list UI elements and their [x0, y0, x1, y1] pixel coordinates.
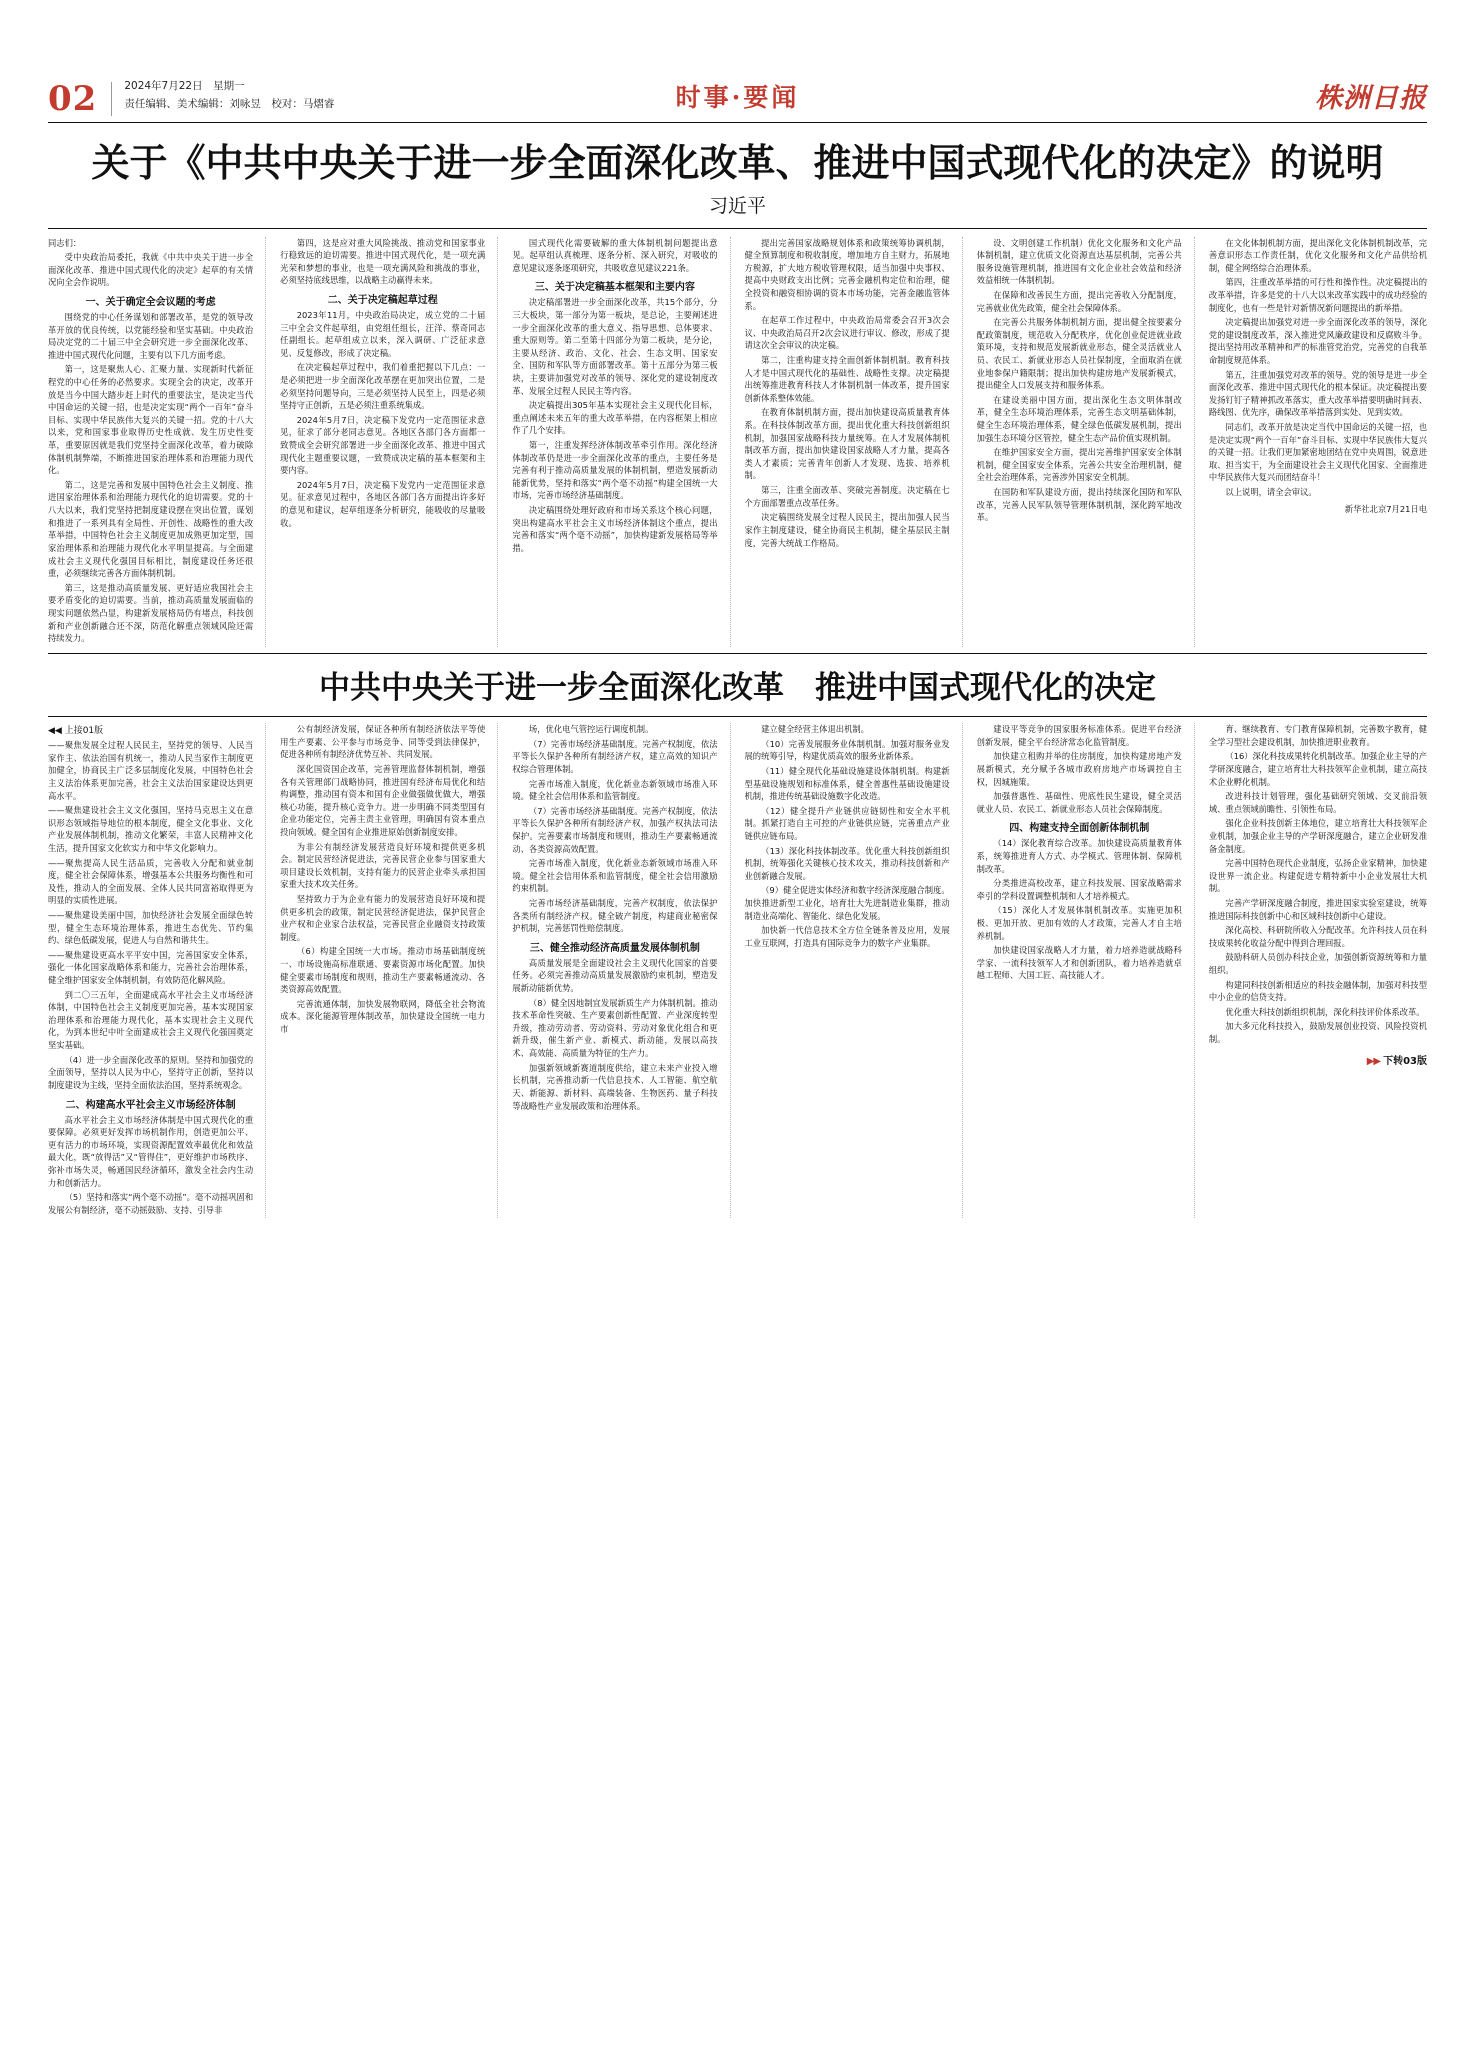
jump-to-link[interactable] — [1209, 1052, 1427, 1067]
paragraph: 在文化体制机制方面，提出深化文化体制机制改革，完善意识形态工作责任制，优化文化服务和文化产品供给机制，健全网络综合治理体系。 — [1208, 237, 1427, 273]
paragraph: 改进科技计划管理，强化基础研究领域、交叉前沿领域、重点领域前瞻性、引领性布局。 — [1208, 791, 1427, 814]
paragraph: （10）完善发展服务业体制机制。加强对服务业发展的统筹引导，构建优质高效的服务业新体系。 — [744, 738, 950, 762]
paragraph: 2024年5月7日，决定稿下发党内一定范围征求意见，征求了部分老同志意见。各地区各部门各方面都一致赞成全会研究部署进一步全面深化改革、推进中国式现代化主题重要议题，一致赞成决定稿的基本框架和主要内容。 — [280, 414, 486, 476]
paragraph: 深化国资国企改革，完善管理监督体制机制，增强各有关管理部门战略协同，推进国有经济布局优化和结构调整，推动国有资本和国有企业做强做优做大，增强核心功能，提升核心竞争力。进一步明确不同类型国有企业功能定位，完善主责主业管理，明确国有资本重点投向领域。健全国有企业推进原始创新制度安排。 — [280, 763, 486, 837]
continued-from-text: ◀◀ 上接01版 — [48, 726, 104, 737]
paragraph: （5）坚持和落实“两个毫不动摇”。毫不动摇巩固和发展公有制经济，毫不动摇鼓励、支持、引导非 — [48, 1192, 254, 1215]
masthead-meta — [124, 78, 334, 116]
paragraph: 在建设美丽中国方面，提出深化生态文明体制改革，健全生态环境治理体系，完善生态文明基础体制，健全生态环境治理体系，健全绿色低碳发展机制，提出加强生态环境分区管控，健全生态产品价值实现机制。 — [976, 394, 1182, 443]
paragraph: 深化高校、科研院所收入分配改革。允许科技人员在科技成果转化收益分配中得到合理回报。 — [1208, 925, 1427, 948]
paragraph: （6）构建全国统一大市场。推动市场基础制度统一、市场设施高标准联通、要素资源市场化配置。加快健全要素市场制度和规则，推动生产要素畅通流动、各类资源高效配置。 — [280, 946, 486, 995]
page-number: 02 — [48, 82, 112, 116]
paragraph: 加强新领域新赛道制度供给，建立未来产业投入增长机制，完善推动新一代信息技术、人工智能、航空航天、新能源、新材料、高端装备、生物医药、量子科技等战略性产业发展政策和治理体系。 — [512, 1062, 718, 1111]
paragraph: 到二〇三五年，全面建成高水平社会主义市场经济体制，中国特色社会主义制度更加完善，基本实现国家治理体系和治理能力现代化，基本实现社会主义现代化，为到本世纪中叶全面建成社会主义现代化强国奠定坚实基础。 — [48, 989, 254, 1051]
article2-column-3 — [512, 723, 730, 1218]
paragraph: 完善产学研深度融合制度，推进国家实验室建设，统筹推进国际科技创新中心和区域科技创新中心建设。 — [1208, 898, 1427, 921]
paragraph: 在完善公共服务体制机制方面，提出健全按要素分配政策制度，规范收入分配秩序，优化创业促进就业政策环境，支持和规范发展新就业形态，健全灵活就业人员、农民工、新就业形态人员社保制度，全面取消在就业地参保户籍限制；提出加快构建房地产发展新模式，提出健全人口发展支持和服务体系。 — [976, 317, 1182, 391]
paragraph: 鼓励科研人员创办科技企业，加强创新资源统筹和力量组织。 — [1208, 952, 1427, 976]
paragraph: （9）健全促进实体经济和数字经济深度融合制度。加快推进新型工业化，培育壮大先进制造业集群，推动制造业高端化、智能化、绿色化发展。 — [744, 885, 950, 921]
paragraph: 第三，这是推动高质量发展、更好适应我国社会主要矛盾变化的迫切需要。当前，推动高质量发展面临的现实问题依然凸显，构建新发展格局仍有堵点，科技创新和产业创新融合还不深，防范化解重点领域风险还需持续发力。 — [48, 582, 254, 644]
paragraph: 决定稿部署进一步全面深化改革，共15个部分，分三大板块，第一部分为第一板块，是总论，主要阐述进一步全面深化改革的重大意义、指导思想、总体要求、重大原则等。第二至第十四部分为第二板块，是分论，主要从经济、政治、文化、社会、生态文明、国家安全、国防和军队等方面部署改革。第十五部分为第三板块，主要讲加强党对改革的领导、深化党的建设制度改革、发展全过程人民民主等内容。 — [512, 297, 718, 396]
paragraph: ——聚焦提高人民生活品质，完善收入分配和就业制度，健全社会保障体系，增强基本公共服务均衡性和可及性，推动人的全面发展、全体人民共同富裕取得更为明显的实质性进展。 — [48, 857, 254, 906]
paragraph: （16）深化科技成果转化机制改革。加强企业主导的产学研深度融合，建立培育壮大科技领军企业机制，建立高技术企业孵化机制。 — [1208, 751, 1427, 787]
paper-name: 株洲日报 — [1315, 83, 1427, 114]
paragraph: ——聚焦建设更高水平平安中国，完善国家安全体系，强化一体化国家战略体系和能力，完善社会治理体系，健全维护国家安全体制机制，有效防范化解风险。 — [48, 949, 254, 986]
article2-headline: 中共中央关于进一步全面深化改革 推进中国式现代化的决定 — [319, 669, 1156, 706]
article2-column-2 — [280, 723, 498, 1218]
paragraph: 完善市场准入制度，优化新业态新领域市场准入环境。健全社会信用体系和监管制度，健全社会信用激励约束机制。 — [512, 858, 718, 894]
paragraph: 完善流通体制，加快发展物联网，降低全社会物流成本。深化能源管理体制改革，加快建设全国统一电力市 — [280, 998, 486, 1035]
article1-column-6 — [1209, 237, 1427, 647]
paragraph: 同志们，改革开放是决定当代中国命运的关键一招，也是决定实现“两个一百年”奋斗目标、实现中华民族伟大复兴的关键一招。让我们更加紧密地团结在党中央周围，锐意进取、担当实干，为全面建设社会主义现代化国家、全面推进中华民族伟大复兴而团结奋斗！ — [1208, 422, 1427, 483]
article1-column-2 — [280, 237, 498, 647]
paragraph: （7）完善市场经济基础制度。完善产权制度，依法平等长久保护各种所有制经济产权，加强产权执法司法保护。完善要素市场制度和规则，推动生产要素畅通流动、各类资源高效配置。 — [512, 805, 718, 854]
paragraph: 决定稿围绕处理好政府和市场关系这个核心问题，突出构建高水平社会主义市场经济体制这个重点，提出完善和落实“两个毫不动摇”，加快构建新发展格局等举措。 — [512, 505, 718, 553]
paragraph: 建设平等竞争的国家服务标准体系。促进平台经济创新发展，健全平台经济常态化监管制度。 — [976, 724, 1182, 747]
paragraph: 坚持致力于为企业有能力的发展营造良好环境和提供更多机会的政策，制定民营经济促进法，保护民营企业产权和企业家合法权益，完善民营企业融资支持政策制度。 — [280, 894, 486, 942]
jump-to-text: 下转03版 — [1383, 1055, 1427, 1067]
article1-column-1 — [48, 237, 266, 647]
paragraph: （14）深化教育综合改革。加快建设高质量教育体系，统筹推进育人方式、办学模式、管理体制、保障机制改革。 — [976, 838, 1182, 874]
article1-section-heading: 二、关于决定稿起草过程 — [327, 294, 438, 306]
paragraph: 围绕党的中心任务谋划和部署改革，是党的领导改革开放的优良传统，以党能经验和坚实基础。中央政治局决定党的二十届三中全会研究进一步全面深化改革、推进中国式现代化问题，主要有以下几方面考虑。 — [48, 311, 254, 360]
paragraph: 加快新一代信息技术全方位全链条普及应用，发展工业互联网，打造具有国际竞争力的数字产业集群。 — [744, 925, 950, 948]
paragraph: 为非公有制经济发展营造良好环境和提供更多机会。制定民营经济促进法，完善民营企业参与国家重大项目建设长效机制，支持有能力的民营企业牵头承担国家重大技术攻关任务。 — [280, 841, 486, 890]
paragraph: （12）健全提升产业链供应链韧性和安全水平机制。抓紧打造自主可控的产业链供应链，完善重点产业链供应链布局。 — [744, 805, 950, 841]
paragraph: ——聚焦建设美丽中国，加快经济社会发展全面绿色转型，健全生态环境治理体系，推进生态优先、节约集约、绿色低碳发展，促进人与自然和谐共生。 — [48, 910, 254, 946]
paragraph: （13）深化科技体制改革。优化重大科技创新组织机制，统筹强化关键核心技术攻关，推动科技创新和产业创新融合发展。 — [744, 845, 950, 881]
paragraph: 完善市场经济基础制度，完善产权制度，依法保护各类所有制经济产权。健全破产制度，构建商业秘密保护机制，完善惩罚性赔偿制度。 — [512, 898, 718, 934]
publication-date: 2024年7月22日 星期一 — [124, 80, 245, 93]
paragraph: 国式现代化需要破解的重大体制机制问题提出意见。起草组认真梳理、逐条分析、深入研究，对吸收的意见建议逐条逐项研究，共吸收意见建议221条。 — [512, 237, 718, 273]
paragraph: （15）深化人才发展体制机制改革。实施更加积极、更加开放、更加有效的人才政策，完善人才自主培养机制。 — [976, 905, 1182, 941]
masthead-rule — [48, 122, 1427, 123]
article1-column-3 — [512, 237, 730, 647]
paragraph: 2023年11月，中央政治局决定，成立党的二十届三中全会文件起草组，由党组任组长，汪洋、蔡奇同志任副组长。起草组成立以来，深入调研、广泛征求意见、反复修改，形成了决定稿。 — [280, 309, 486, 358]
paragraph: 决定稿围绕发展全过程人民民主，提出加强人民当家作主制度建设，健全协商民主机制，健全基层民主制度，完善大统战工作格局。 — [744, 512, 950, 548]
article1-section-heading: 三、关于决定稿基本框架和主要内容 — [534, 282, 695, 294]
paragraph: 加大多元化科技投入，鼓励发展创业投资、风险投资机制。 — [1208, 1021, 1427, 1045]
paragraph: 第四，这是应对重大风险挑战、推动党和国家事业行稳致远的迫切需要。推进中国式现代化，是一项充满光荣和梦想的事业，也是一项充满风险和挑战的事业，必须坚持底线思维，以战略主动赢得未来。 — [280, 237, 486, 286]
paragraph: 在教育体制机制方面，提出加快建设高质量教育体系。在科技体制改革方面，提出优化重大科技创新组织机制，加强国家战略科技力量统筹。在人才发展体制机制改革方面，提出加快建设国家战略人才力量，提高各类人才素质；完善青年创新人才发现、选拔、培养机制。 — [744, 407, 950, 481]
article2-section-heading: 三、健全推动经济高质量发展体制机制 — [529, 942, 700, 954]
paragraph: 决定稿提出加强党对进一步全面深化改革的领导，深化党的建设制度改革，深入推进党风廉政建设和反腐败斗争。提出坚持用改革精神和严的标准管党治党，完善党的自我革命制度规范体系。 — [1208, 317, 1427, 365]
paragraph: 第二，注重构建支持全面创新体制机制。教育科技人才是中国式现代化的基础性、战略性支撑。决定稿提出统筹推进教育科技人才体制机制一体改革，提升国家创新体系整体效能。 — [744, 354, 950, 403]
paragraph: 在决定稿起草过程中，我们着重把握以下几点：一是必须把进一步全面深化改革摆在更加突出位置，二是必须坚持问题导向，三是必须坚持人民至上，四是必须坚持守正创新，五是必须注重系统集成。 — [280, 362, 486, 411]
article2-column-4 — [745, 723, 963, 1218]
paragraph: 第二，这是完善和发展中国特色社会主义制度、推进国家治理体系和治理能力现代化的迫切需要。党的十八大以来，我们党坚持把制度建设摆在突出位置，谋划和推进了一系列具有全局性、开创性、战略性的重大改革举措，中国特色社会主义制度更加成熟更加定型，国家治理体系和治理能力现代化水平明显提高。与全面建成社会主义现代化强国目标相比，制度建设任务还很重，必须继续完善各方面体制机制。 — [48, 479, 254, 579]
paragraph: 第四，注重改革举措的可行性和操作性。决定稿提出的改革举措，许多是党的十八大以来改革实践中的成功经验的制度化，也有一些是针对新情况新问题提出的新举措。 — [1208, 277, 1427, 313]
paragraph: 设、文明创建工作机制）优化文化服务和文化产品体制机制，建立优质文化资源直达基层机制，完善公共服务设施管理机制，推进国有文化企业社会效益和经济效益相统一体制机制。 — [976, 237, 1182, 286]
paragraph: 高水平社会主义市场经济体制是中国式现代化的重要保障。必须更好发挥市场机制作用，创造更加公平、更有活力的市场环境，实现资源配置效率最优化和效益最大化，既“放得活”又“管得住”，更好维护市场秩序、弥补市场失灵，畅通国民经济循环，激发全社会内生动力和创新活力。 — [48, 1114, 254, 1188]
paragraph: 完善市场准入制度，优化新业态新领域市场准入环境。健全社会信用体系和监管制度。 — [512, 778, 718, 802]
paragraph: 加快建立租购并举的住房制度，加快构建房地产发展新模式，充分赋予各城市政府房地产市场调控自主权，因城施策。 — [976, 751, 1182, 787]
paragraph: 场，优化电气管控运行调度机制。 — [528, 724, 654, 735]
article1-column-4 — [745, 237, 963, 647]
paragraph: 构建同科技创新相适应的科技金融体制，加强对科技型中小企业的信贷支持。 — [1208, 979, 1427, 1003]
article2-section-heading: 二、构建高水平社会主义市场经济体制 — [65, 1099, 236, 1111]
masthead — [48, 60, 1427, 119]
paragraph: 同志们： — [48, 237, 82, 248]
paragraph: 高质量发展是全面建设社会主义现代化国家的首要任务。必须完善推动高质量发展激励约束机制，塑造发展新动能新优势。 — [512, 957, 718, 994]
paragraph: 公有制经济发展，保证各种所有制经济依法平等使用生产要素、公平参与市场竞争、同等受到法律保护，促进各种所有制经济优势互补、共同发展。 — [280, 724, 486, 760]
paragraph: 第一，这是聚焦人心、汇聚力量、实现新时代新征程党的中心任务的必然要求。实现全会的决定，改革开放是当今中国大踏步赶上时代的重要法宝，是决定当代中国命运的关键一招，也是决定实现“两个一百年”奋斗目标、实现中华民族伟大复兴的关键一招。党的十八大以来，党和国家事业取得历史性成就、发生历史性变革，重要原因就是我们党坚持全面深化改革，着力破除体制机制弊端，不断推进国家治理体系和治理能力现代化。 — [48, 364, 254, 476]
article1-byline: 习近平 — [708, 194, 766, 217]
section-title-text: 时事·要闻 — [675, 83, 800, 112]
article1-body — [48, 228, 1427, 654]
paragraph: 加快建设国家战略人才力量，着力培养造就战略科学家、一流科技领军人才和创新团队，着力培养造就卓越工程师、大国工匠、高技能人才。 — [976, 945, 1182, 981]
paragraph: 2024年5月7日，决定稿下发党内一定范围征求意见。征求意见过程中，各地区各部门各方面提出许多好的意见和建议，起草组逐条分析研究，能吸收的尽量吸收。 — [280, 479, 486, 528]
editor-credits: 责任编辑、美术编辑：刘咏昱 校对：马熠睿 — [124, 98, 335, 111]
paragraph: 完善中国特色现代企业制度，弘扬企业家精神，加快建设世界一流企业。构建促进专精特新中小企业发展壮大机制。 — [1208, 858, 1427, 894]
paragraph: 第三，注重全面改革、突破完善制度。决定稿在七个方面部署重点改革任务。 — [744, 485, 950, 508]
article1-section-heading: 一、关于确定全会议题的考虑 — [85, 296, 216, 308]
paragraph: ——聚焦发展全过程人民民主，坚持党的领导、人民当家作主、依法治国有机统一，推动人民当家作主制度更加健全，协商民主广泛多层制度化发展，中国特色社会主义法治体系更加完善，社会主义法治国家建设达到更高水平。 — [48, 740, 254, 801]
paragraph: 育、继续教育、专门教育保障机制，完善数字教育，健全学习型社会建设机制，加快推进职业教育。 — [1208, 724, 1427, 747]
paragraph: 优化重大科技创新组织机制，深化科技评价体系改革。 — [1225, 1006, 1425, 1017]
paragraph: 第一，注重发挥经济体制改革牵引作用。深化经济体制改革仍是进一步全面深化改革的重点，主要任务是完善有利于推动高质量发展的体制机制，塑造发展新动能新优势，坚持和落实“两个毫不动摇”构建全国统一大市场，完善市场经济基础制度。 — [512, 440, 718, 501]
article1-column-5 — [977, 237, 1195, 647]
paragraph: （11）健全现代化基础设施建设体制机制。构建新型基础设施规划和标准体系，健全普惠性基础设施建设机制，推进传统基础设施数字化改造。 — [744, 765, 950, 802]
paragraph: 分类推进高校改革，建立科技发展、国家战略需求牵引的学科设置调整机制和人才培养模式。 — [976, 878, 1182, 901]
paragraph: 第五，注重加强党对改革的领导。党的领导是进一步全面深化改革、推进中国式现代化的根本保证。决定稿提出要发扬钉钉子精神抓改革落实，重大改革举措要明确时间表、路线图、优先序，确保改革举措落到实处、见到实效。 — [1208, 369, 1427, 418]
article2-column-5 — [977, 723, 1195, 1218]
article2-body — [48, 716, 1427, 1218]
article1-dateline: 新华社北京7月21日电 — [1344, 503, 1427, 514]
paragraph: 在保障和改善民生方面，提出完善收入分配制度，完善就业优先政策，健全社会保障体系。 — [976, 289, 1182, 313]
jump-arrow-icon: ▶▶ — [1366, 1055, 1381, 1067]
continued-from-label[interactable] — [48, 723, 253, 736]
paragraph: 提出完善国家战略规划体系和政策统筹协调机制，健全预算制度和税收制度，增加地方自主财力，拓展地方税源，扩大地方税收管理权限，适当加强中央事权、提高中央财政支出比例；完善金融机构定位和治理，健全投资和融资相协调的资本市场功能，完善金融监管体系。 — [744, 237, 950, 311]
paragraph: 在起草工作过程中，中央政治局常委会召开3次会议、中央政治局召开2次会议进行审议、修改，形成了提请这次全会审议的决定稿。 — [744, 315, 950, 351]
paragraph: （8）健全因地制宜发展新质生产力体制机制。推动技术革命性突破、生产要素创新性配置、产业深度转型升级，推动劳动者、劳动资料、劳动对象优化组合和更新升级，催生新产业、新模式、新动能，发展以高技术、高效能、高质量为特征的生产力。 — [512, 997, 718, 1059]
article1-headline: 关于《中共中央关于进一步全面深化改革、推进中国式现代化的决定》的说明 — [91, 140, 1384, 185]
paragraph: （4）进一步全面深化改革的原则。坚持和加强党的全面领导，坚持以人民为中心，坚持守正创新，坚持以制度建设为主线，坚持全面依法治国，坚持系统观念。 — [48, 1054, 254, 1090]
paragraph: 受中央政治局委托，我就《中共中央关于进一步全面深化改革、推进中国式现代化的决定》起草的有关情况向全会作说明。 — [48, 252, 254, 288]
paragraph: （7）完善市场经济基础制度。完善产权制度，依法平等长久保护各种所有制经济产权，建立高效的知识产权综合管理体制。 — [512, 738, 718, 774]
paragraph: ——聚焦建设社会主义文化强国，坚持马克思主义在意识形态领域指导地位的根本制度，健全文化事业、文化产业发展体制机制，推动文化繁荣，丰富人民精神文化生活，提升国家文化软实力和中华文化影响力。 — [48, 805, 254, 853]
paragraph: 以上说明，请全会审议。 — [1225, 487, 1317, 498]
paragraph: 建立健全经营主体退出机制。 — [761, 724, 869, 735]
paragraph: 加强普惠性、基础性、兜底性民生建设，健全灵活就业人员、农民工、新就业形态人员社会保障制度。 — [976, 791, 1182, 814]
paragraph: 强化企业科技创新主体地位，建立培育壮大科技领军企业机制，加强企业主导的产学研深度融合，建立企业研发准备金制度。 — [1208, 818, 1427, 854]
paragraph: 在维护国家安全方面，提出完善维护国家安全体制机制，健全国家安全体系，完善公共安全治理机制，健全社会治理体系，完善涉外国家安全机制。 — [976, 447, 1182, 483]
paragraph: 决定稿提出305年基本实现社会主义现代化目标，重点阐述未来五年的重大改革举措，在内容框架上相应作了几个安排。 — [512, 400, 718, 436]
paragraph: 在国防和军队建设方面，提出持续深化国防和军队改革，完善人民军队领导管理体制机制，深化跨军地改革。 — [976, 487, 1182, 523]
article2-section-heading: 四、构建支持全面创新体制机制 — [1009, 823, 1150, 835]
article2-column-6 — [1209, 723, 1427, 1218]
article2-column-1 — [48, 723, 266, 1218]
